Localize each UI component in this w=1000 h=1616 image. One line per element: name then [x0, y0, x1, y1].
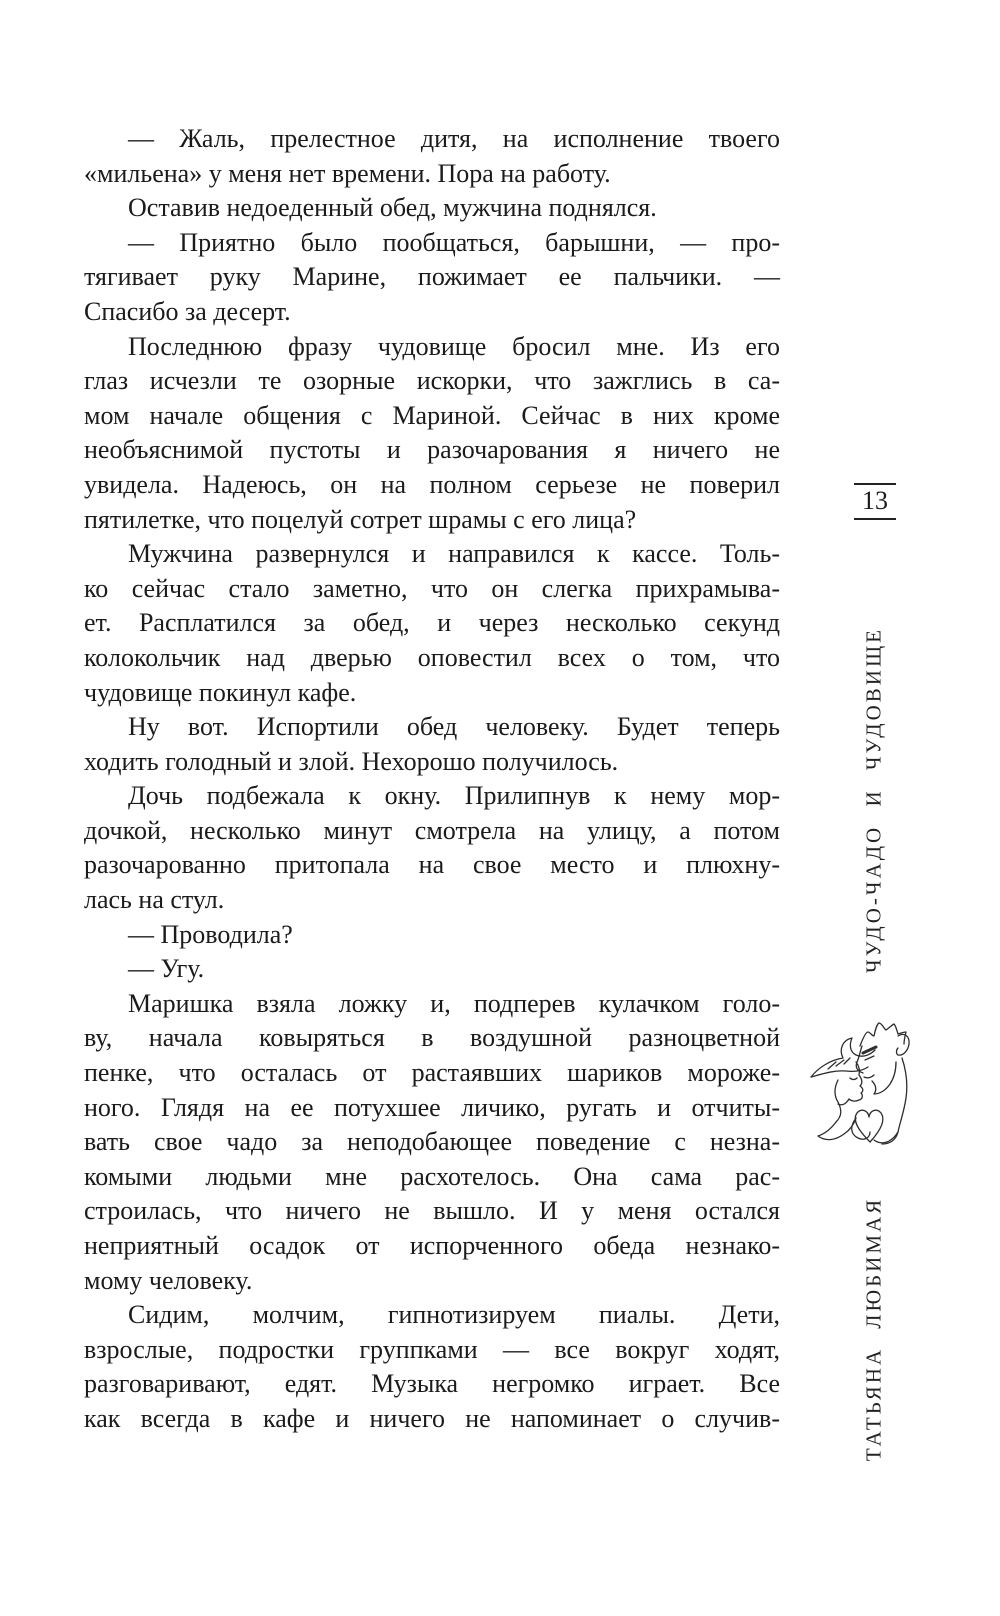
couple-line-art-svg: [806, 1014, 936, 1154]
text-line: увидела. Надеюсь, он на полном серьезе не поверил: [84, 469, 780, 499]
paragraph: [84, 191, 780, 226]
paragraph: [84, 779, 780, 917]
text-line: мому человеку.: [84, 1265, 253, 1295]
paragraph: [84, 226, 780, 330]
text-line: разочарованно притопала на свое место и плюхну-: [84, 850, 780, 880]
text-line: комыми людьми мне расхотелось. Она сама рас-: [84, 1161, 780, 1191]
text-line: ходить голодный и злой. Нехорошо получилось.: [84, 746, 619, 776]
paragraph: [84, 537, 780, 710]
text-line: ного. Глядя на ее потухшее личико, ругать и отчиты-: [84, 1092, 780, 1122]
text-line: мом начале общения с Мариной. Сейчас в них кроме: [84, 400, 780, 430]
text-line: взрослые, подростки группками — все вокруг ходят,: [84, 1334, 780, 1364]
text-line: Спасибо за десерт.: [84, 296, 291, 326]
text-line: Ну вот. Испортили обед человеку. Будет теперь: [128, 712, 780, 742]
text-line: ко сейчас стало заметно, что он слегка прихрамыва-: [84, 573, 780, 603]
text-line: Мужчина развернулся и направился к кассе. Толь-: [128, 539, 780, 569]
text-line: Последнюю фразу чудовище бросил мне. Из его: [128, 331, 780, 361]
text-line: «мильена» у меня нет времени. Пора на работу.: [84, 158, 611, 188]
paragraph: [84, 330, 780, 538]
text-line: тягивает руку Марине, пожимает ее пальчики. —: [84, 262, 780, 292]
text-line: лась на стул.: [84, 885, 225, 915]
text-line: дочкой, несколько минут смотрела на улицу, а потом: [84, 815, 780, 845]
text-line: — Жаль, прелестное дитя, на исполнение твоего: [128, 124, 780, 153]
text-line: глаз исчезли те озорные искорки, что зажглись в са-: [84, 366, 780, 396]
couple-line-art-illustration: [806, 1014, 936, 1154]
page-number: 13: [854, 483, 896, 520]
text-line: разговаривают, едят. Музыка негромко играет. Все: [84, 1369, 780, 1399]
paragraph: [84, 952, 780, 987]
paragraph: [84, 710, 780, 779]
text-line: Оставив недоеденный обед, мужчина поднялся.: [128, 193, 657, 223]
text-line: как всегда в кафе и ничего не напоминает о случив-: [84, 1403, 780, 1433]
text-line: Маришка взяла ложку и, подперев кулачком голо-: [128, 988, 780, 1018]
text-line: Дочь подбежала к окну. Прилипнув к нему мор-: [128, 781, 780, 811]
text-line: неприятный осадок от испорченного обеда незнако-: [84, 1231, 780, 1260]
text-column: [84, 122, 780, 1437]
text-line: необъяснимой пустоты и разочарования я ничего не: [84, 435, 780, 465]
text-line: ву, начала ковыряться в воздушной разноцветной: [84, 1023, 780, 1053]
author-name-vertical: ТАТЬЯНА ЛЮБИМАЯ: [861, 1196, 886, 1462]
text-line: ет. Расплатился за обед, и через несколько секунд: [84, 608, 780, 638]
text-line: — Угу.: [128, 954, 205, 984]
paragraph: [84, 1298, 780, 1436]
paragraph: [84, 918, 780, 953]
text-line: — Приятно было пообщаться, барышни, — про-: [128, 227, 780, 257]
text-line: пятилетке, что поцелуй сотрет шрамы с его лица?: [84, 504, 637, 534]
book-title-vertical: ЧУДО-ЧАДО И ЧУДОВИЩЕ: [861, 627, 886, 973]
text-line: строилась, что ничего не вышло. И у меня остался: [84, 1196, 780, 1226]
paragraph: [84, 987, 780, 1298]
text-line: колокольчик над дверью оповестил всех о том, что: [84, 642, 780, 672]
text-line: — Проводила?: [128, 919, 293, 949]
text-line: Сидим, молчим, гипнотизируем пиалы. Дети,: [128, 1300, 780, 1330]
text-line: вать свое чадо за неподобающее поведение с незна-: [84, 1127, 780, 1157]
text-line: чудовище покинул кафе.: [84, 677, 357, 707]
paragraph: [84, 122, 780, 191]
text-line: пенке, что осталась от растаявших шариков мороже-: [84, 1058, 780, 1088]
